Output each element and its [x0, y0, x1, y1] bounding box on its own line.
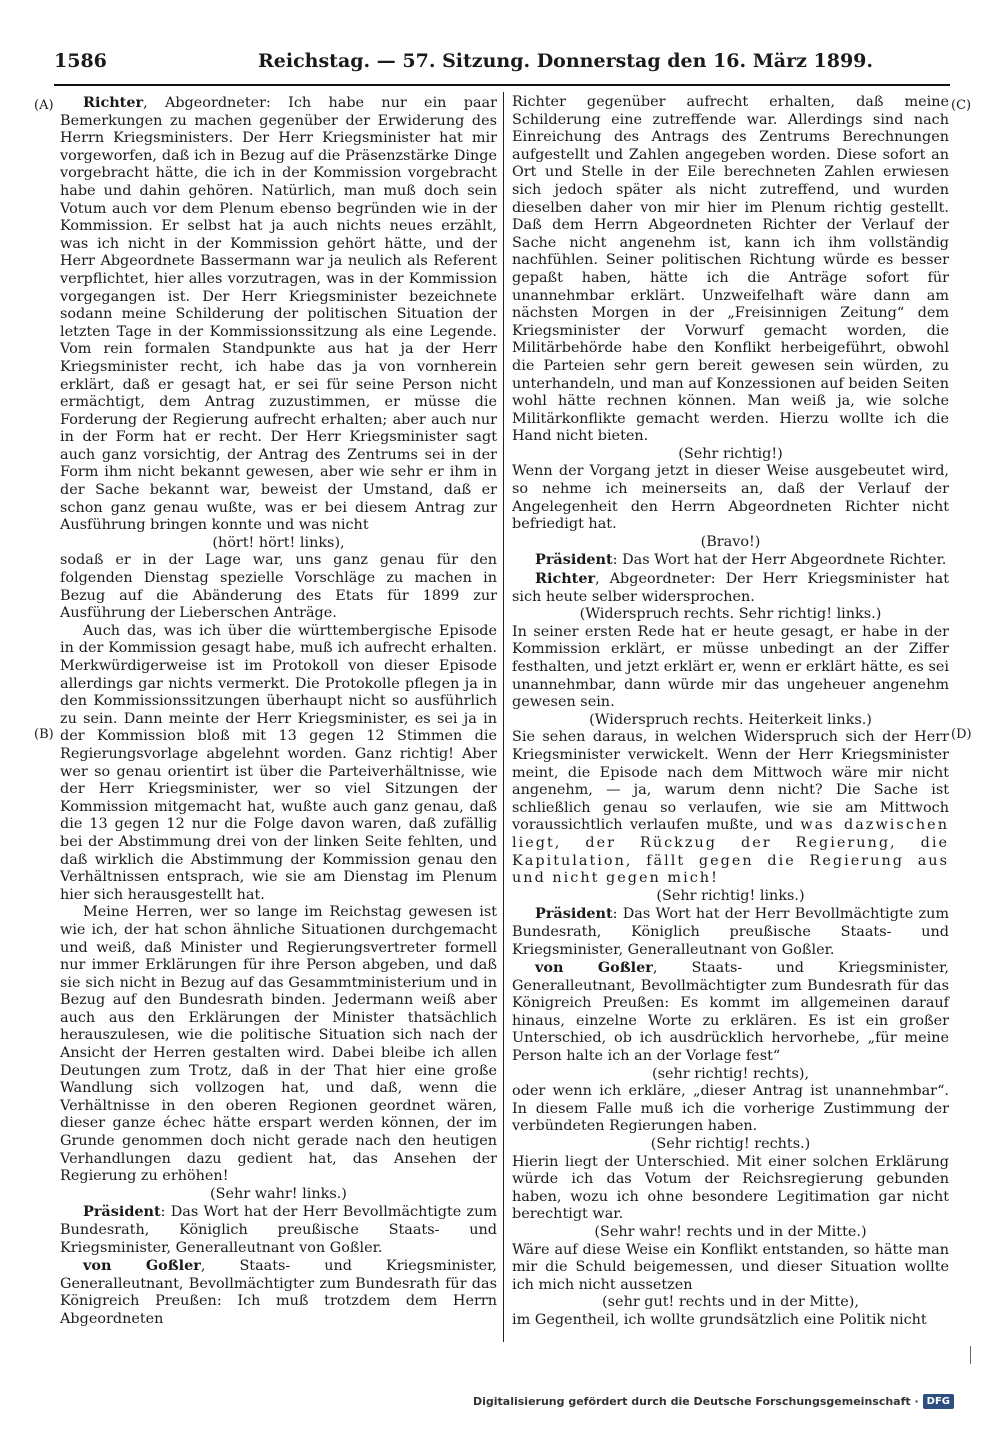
paragraph-text: oder wenn ich erkläre, „dieser Antrag ist unannehmbar“. In diesem Falle muß ich die vorherige Zustimmung der verbündeten Regierungen haben. — [512, 1083, 949, 1135]
paragraph-text: Meine Herren, wer so lange im Reichstag gewesen ist wie ich, der hat schon ähnliche Situationen durchgemacht und weiß, daß Minister und Regierungsvertreter formell nur immer Erklärungen für ihre Person abgeben, und daß sie sich nicht in Bezug auf das Gesammtministerium und in Bezug auf den Bundesrath binden. Jedermann weiß aber auch aus den Erklärungen der Minister thatsächlich herauszulesen, wie die politische Situation sich nach der Ansicht der Herren gestalten wird. Dabei bleibe ich allen Deutungen zum Trotz, daß in der That hier eine große Wandlung sich vollzogen hat, und daß, wenn die Verhältnisse in den oberen Regionen geordnet wären, dieser ganze échec hätte erspart werden können, der im Grunde genommen doch nicht gerade nach den heutigen Verhandlungen dazu gedient hat, das Ansehen der Regierung zu erhöhen! — [60, 904, 497, 1185]
paragraph — [512, 94, 949, 446]
paragraph-text: sodaß er in der Lage war, uns ganz genau für den folgenden Dienstag spezielle Vorschläge zu machen in Bezug auf die Abänderung des Etats für 1899 zur Ausführung der Lieberschen Anträge. — [60, 552, 497, 622]
paragraph — [512, 551, 949, 570]
margin-marker-c: (C) — [951, 98, 972, 113]
interjection: (Sehr richtig! rechts.) — [650, 1136, 811, 1153]
interjection: (Sehr wahr! rechts und in der Mitte.) — [594, 1224, 867, 1240]
speaker-name: Präsident — [83, 1203, 161, 1221]
margin-marker-d: (D) — [951, 727, 972, 742]
paragraph-text: Wäre auf diese Weise ein Konflikt entstanden, so hätte man mir die Schuld beigemessen, und dieser Situation wollte ich mich nicht aussetzen — [512, 1241, 949, 1293]
paragraph — [512, 729, 949, 887]
paragraph-text: In seiner ersten Rede hat er heute gesagt, er habe in der Kommission erklärt, er müsse unbedingt an der Ziffer festhalten, und jetzt erklärt er, wenn er erklärt hätte, es sei unannehmbar, dann würde mir das ungeheuer angenehm gewesen sein. — [512, 623, 949, 711]
paragraph-text: , Staats- und Kriegsminister, Generalleutnant, Bevollmächtigter zum Bundesrath für das Königreich Preußen: Es kommt im allgemeinen darauf hinaus, einzelne Worte zu erklären. Es ist ein großer Unterschied, ob ich ausdrücklich hervorhebe, „für meine Person halte ich an der Vorlage fest“ — [512, 960, 949, 1065]
interjection: (sehr richtig! rechts), — [651, 1065, 810, 1082]
right-column — [512, 94, 949, 1330]
running-title: Reichstag. — 57. Sitzung. Donnerstag den 16. März 1899. — [258, 50, 873, 72]
paragraph — [60, 623, 497, 905]
interjection: (hört! hört! links), — [212, 534, 345, 551]
interjection: (Sehr richtig! links.) — [656, 887, 805, 904]
speaker-name: Richter — [83, 94, 144, 111]
margin-tick — [970, 1346, 971, 1364]
paragraph-text: , Abgeordneter: Ich habe nur ein paar Bemerkungen zu machen gegenüber der Erwiderung des Herrn Kriegsministers. Der Herr Kriegsminister hat mir vorgeworfen, daß ich in Bezug auf die Präsenzstärke Dinge vorgebracht hätte, die ich in der Kommission vorgebracht habe und dahin gehören. Natürlich, man muß doch sein Votum auch vor dem Plenum ebenso begründen wie in der Kommission. Er selbst hat ja auch nichts neues erzählt, was ich nicht in der Kommission gehört hätte, und der Herr Abgeordnete Bassermann war ja neulich als Referent verpflichtet, hier alles vorzutragen, was in der Kommission vorgegangen ist. Der Herr Kriegsminister bezeichnete sodann meine Schilderung der politischen Situation der letzten Tage in der Kommissionssitzung als eine Legende. Vom rein formalen Standpunkte aus hat ja der Herr Kriegsminister recht, ich habe das ja von vornherein erklärt, daß er gesagt hat, er sei für seine Person nicht ermächtigt, dem Antrag zuzustimmen, er müsse die Forderung der Regierung aufrecht erhalten; aber auch nur in der Form hat er recht. Der Herr Kriegsminister sagt auch ganz vorsichtig, der Antrag des Zentrums sei in der Form ihm nicht bekannt gewesen, aber wie sehr er ihm in der Sache bekannt war, beweist der Umstand, daß er schon ganz genau wußte, was er bei diesem Antrag zur Ausführung bringen konnte und was nicht — [60, 95, 497, 534]
paragraph — [512, 1083, 949, 1136]
footer-credit-text: Digitalisierung gefördert durch die Deutsche Forschungsgemeinschaft · — [472, 1395, 919, 1408]
paragraph — [512, 905, 949, 959]
paragraph — [512, 1154, 949, 1224]
header-rule — [54, 84, 950, 86]
paragraph — [60, 94, 497, 535]
speaker-name: Präsident — [535, 551, 613, 569]
speaker-name: von Goßler — [83, 1257, 201, 1275]
interjection: (Bravo!) — [700, 533, 761, 550]
paragraph — [512, 1242, 949, 1295]
paragraph — [60, 1257, 497, 1328]
paragraph-text: Wenn der Vorgang jetzt in dieser Weise ausgebeutet wird, so nehme ich meinerseits an, daß der Verlauf der Angelegenheit den Herrn Abgeordneten Richter nicht befriedigt hat. — [512, 463, 949, 533]
paragraph — [60, 552, 497, 622]
paragraph-text: Sie sehen daraus, in welchen Widerspruch sich der Herr Kriegsminister verwickelt. Wenn der Herr Kriegsminister meint, die Episode nach dem Mittwoch wäre mir nicht angenehm, — ja, warum denn nicht? Die Sache ist schließlich genau so verlaufen, wie sie am Mittwoch voraussichtlich verlaufen mußte, und — [512, 729, 949, 834]
paragraph — [512, 570, 949, 606]
paragraph — [512, 959, 949, 1066]
paragraph-text: Auch das, was ich über die württembergische Episode in der Kommission gesagt habe, muß ich aufrecht erhalten. Merkwürdigerweise ist im Protokoll von dieser Episode allerdings gar nichts vermerkt. Die Protokolle pflegen ja in den Kommissionssitzungen überhaupt nicht so ausführlich zu sein. Dann meinte der Herr Kriegsminister, es sei ja in der Kommission bloß mit 13 gegen 12 Stimmen die Regierungsvorlage abgelehnt worden. Ganz richtig! Aber wer so genau orientirt ist über die Parteiverhältnisse, wie der Herr Kriegsminister, wer so viel Sitzungen der Kommission mitgemacht hat, wußte auch ganz genau, daß die 13 gegen 12 nur die Folge davon waren, daß zufällig bei der Abstimmung drei von der linken Seite fehlten, und daß wirklich die Abstimmung der Kommission genau den Verhältnissen entsprach, wie sie am Dienstag im Plenum hier sich herausgestellt hat. — [60, 622, 497, 903]
interjection: (sehr gut! rechts und in der Mitte), — [602, 1294, 859, 1311]
paragraph — [512, 463, 949, 533]
speaker-name: Präsident — [535, 905, 613, 923]
margin-marker-a: (A) — [34, 98, 54, 113]
paragraph — [60, 904, 497, 1186]
paragraph-text: im Gegentheil, ich wollte grundsätzlich eine Politik nicht — [512, 1311, 927, 1328]
left-column — [60, 94, 497, 1329]
paragraph — [512, 1312, 949, 1330]
dfg-logo: DFG — [923, 1394, 954, 1409]
margin-marker-b: (B) — [34, 727, 54, 742]
paragraph-text: Hierin liegt der Unterschied. Mit einer solchen Erklärung würde ich das Votum der Reichsregierung gebunden haben, wozu ich ohne besondere Legitimation gar nicht berechtigt war. — [512, 1153, 949, 1223]
emphasized-text: was dazwischen liegt, der Rückzug der Regierung, die Kapitulation, fällt gegen die Regierung aus und nicht gegen mich! — [512, 817, 949, 887]
footer-credit — [473, 1394, 954, 1409]
paragraph — [512, 624, 949, 712]
paragraph-text: Richter gegenüber aufrecht erhalten, daß meine Schilderung eine zutreffende war. Allerdings sind nach Einreichung des Antrags des Zentrums Berechnungen aufgestellt und Zahlen angegeben worden. Diese sofort an Ort und Stelle in der Eile berechneten Zahlen erwiesen sich jedoch später als nicht zutreffend, und wurden dieselben daher von mir hier im Plenum richtig gestellt. Daß dem Herrn Abgeordneten Richter der Verlauf der Sache nicht angenehm ist, kann ich ihm vollständig nachfühlen. Seiner politischen Richtung würde es besser gepaßt haben, hätte ich die Anträge sofort für unannehmbar erklärt. Unzweifelhaft wäre dann am nächsten Morgen in der „Freisinnigen Zeitung“ dem Kriegsminister der Vorwurf gemacht worden, die Militärbehörde habe den Konflikt herbeigeführt, obwohl die Parteien sehr gern bereit gewesen sein würden, zu unterhandeln, und man auf Konzessionen auf beiden Seiten wohl hätte rechnen können. Man weiß ja, wie solche Militärkonflikte gemacht werden. Hierzu wollte ich die Hand nicht bieten. — [512, 94, 949, 445]
paragraph-text: : Das Wort hat der Herr Bevollmächtigte zum Bundesrath, Königlich preußische Staats- und Kriegsminister, Generalleutnant von Goßler. — [512, 906, 949, 958]
column-divider — [503, 92, 504, 1342]
interjection: (Sehr richtig!) — [678, 445, 783, 462]
paragraph-text: : Das Wort hat der Herr Bevollmächtigte zum Bundesrath, Königlich preußische Staats- und Kriegsminister, Generalleutnant von Goßler. — [60, 1204, 497, 1256]
speaker-name: von Goßler — [535, 959, 653, 977]
interjection: (Widerspruch rechts. Sehr richtig! links.) — [579, 606, 882, 623]
page-header — [54, 50, 950, 80]
page-number: 1586 — [54, 50, 107, 72]
paragraph-text: , Abgeordneter: Der Herr Kriegsminister hat sich heute selber widersprochen. — [512, 571, 949, 605]
paragraph — [60, 1203, 497, 1257]
paragraph-text: , Staats- und Kriegsminister, Generalleutnant, Bevollmächtigter zum Bundesrath für das Königreich Preußen: Ich muß trotzdem dem Herrn Abgeordneten — [60, 1258, 497, 1327]
interjection: (Widerspruch rechts. Heiterkeit links.) — [589, 711, 872, 728]
paragraph-text: : Das Wort hat der Herr Abgeordnete Richter. — [612, 552, 947, 569]
speaker-name: Richter — [535, 570, 596, 588]
interjection: (Sehr wahr! links.) — [210, 1185, 347, 1202]
